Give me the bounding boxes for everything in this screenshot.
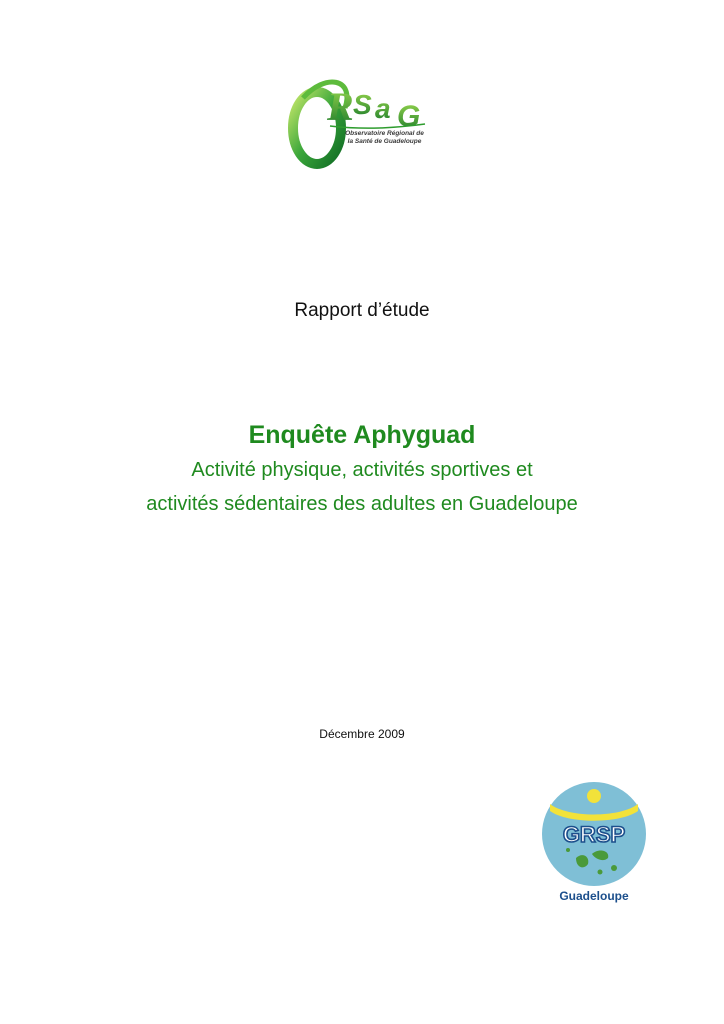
report-date: Décembre 2009 [319,727,405,741]
svg-text:G: G [397,100,421,133]
svg-text:S: S [353,89,372,120]
grsp-region-label: Guadeloupe [559,889,629,903]
orsag-caption [332,130,437,146]
page-title: Enquête Aphyguad [248,421,476,449]
orsag-caption-line2: la Santé de Guadeloupe [347,138,422,145]
svg-text:GRSP: GRSP [562,822,626,847]
orsag-logo [285,68,435,173]
subtitle-line1: Activité physique, activités sportives et [191,459,533,481]
orsag-caption-line1: Observatoire Régional de [345,130,424,137]
grsp-logo [538,778,650,890]
svg-text:a: a [375,93,391,124]
subtitle-line2: activités sédentaires des adultes en Guadeloupe [146,493,578,515]
svg-text:R: R [327,84,354,129]
report-type: Rapport d’étude [294,300,430,321]
